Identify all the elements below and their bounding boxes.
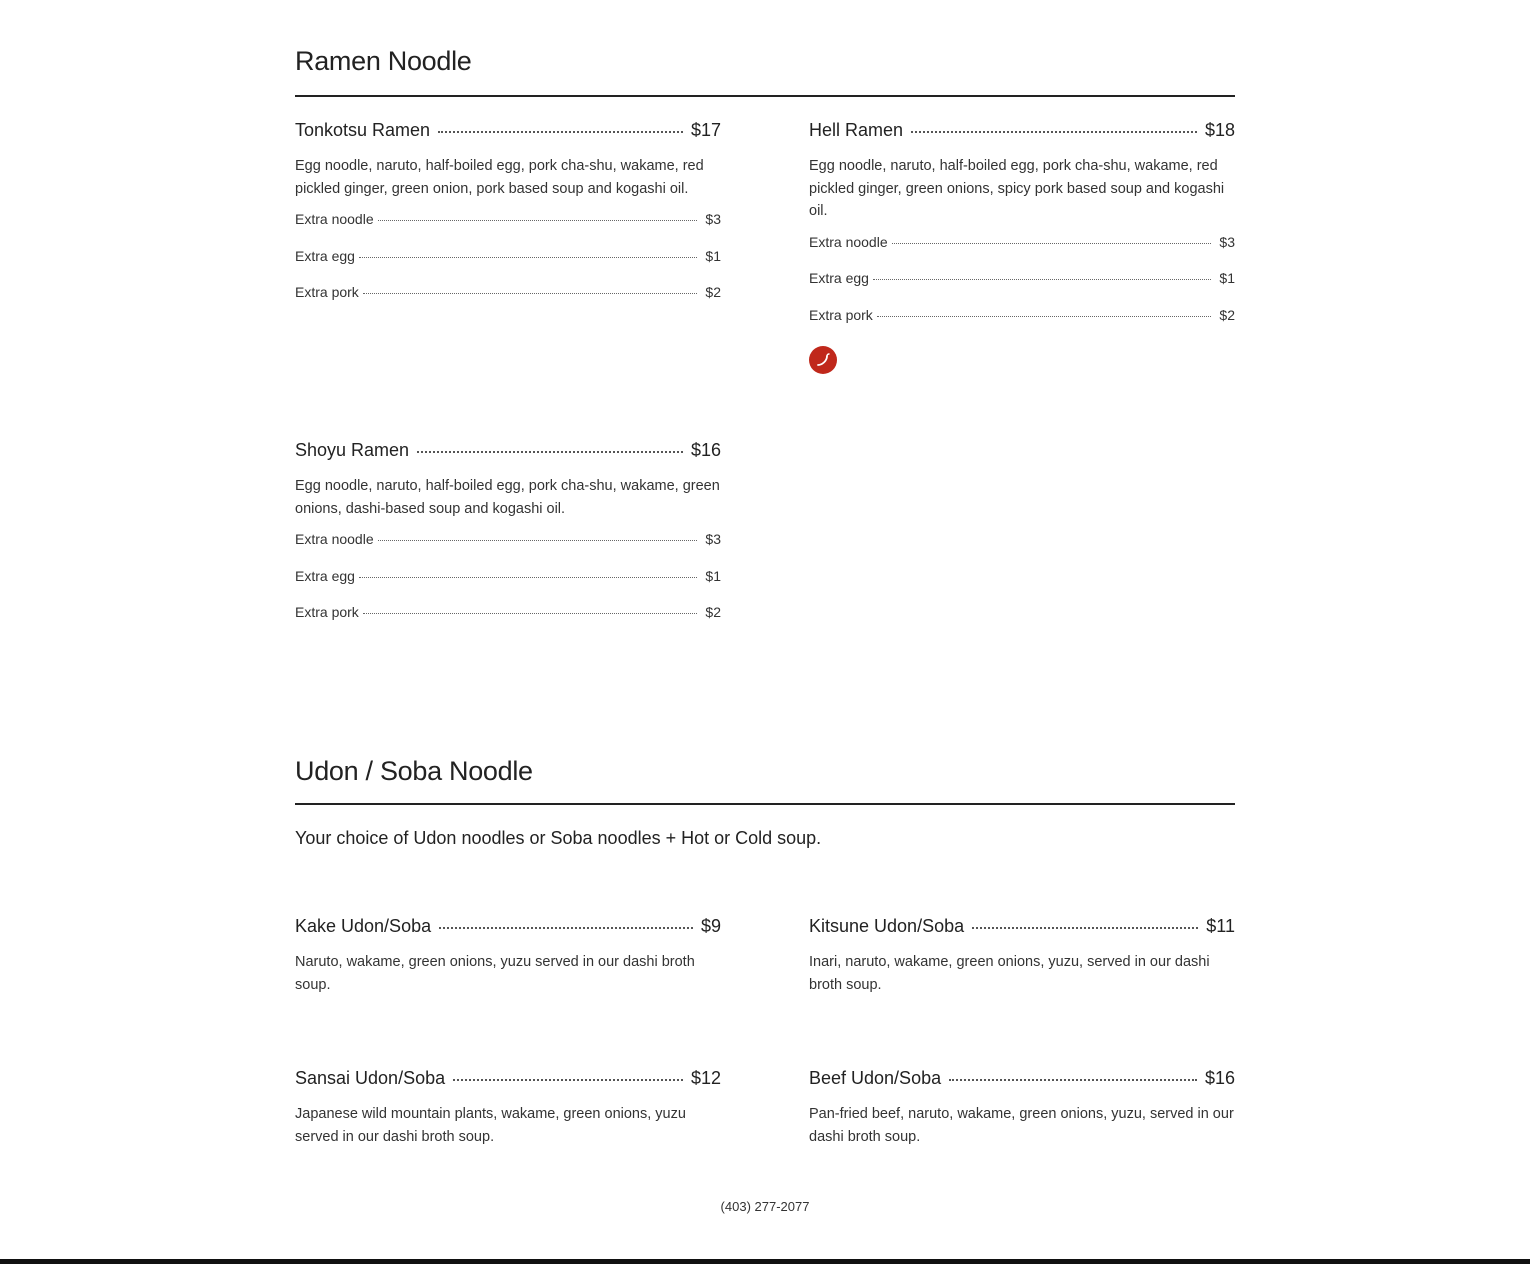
dot-leader [438, 131, 683, 133]
menu-item-price: $17 [690, 120, 721, 140]
menu-item-sansai-udon-soba [295, 1067, 721, 1148]
dot-leader [892, 243, 1212, 244]
menu-item-price: $16 [690, 440, 721, 460]
dot-leader [359, 577, 697, 578]
extra-price: $3 [705, 531, 721, 547]
dot-leader [877, 316, 1212, 317]
menu-item-header [295, 439, 721, 461]
menu-item-header [809, 119, 1235, 141]
footer-bar [0, 1259, 1530, 1264]
menu-item-name: Shoyu Ramen [295, 440, 410, 460]
extra-label: Extra noodle [295, 211, 374, 227]
extra-label: Extra egg [295, 567, 355, 584]
menu-item-description: Japanese wild mountain plants, wakame, green onions, yuzu served in our dashi broth soup. [295, 1106, 686, 1145]
extra-option [809, 306, 1235, 343]
dot-leader [363, 613, 698, 614]
menu-item-name: Sansai Udon/Soba [295, 1068, 446, 1088]
menu-item-name: Kitsune Udon/Soba [809, 916, 965, 936]
extra-price: $1 [705, 247, 721, 264]
menu-item-kake-udon-soba [295, 915, 721, 996]
dot-leader [417, 451, 683, 453]
ramen-section-divider [295, 95, 1235, 97]
extra-option [295, 247, 721, 284]
udon-section-divider [295, 803, 1235, 805]
udon-section-title: Udon / Soba Noodle [295, 756, 533, 786]
extra-option [295, 603, 721, 640]
extra-price: $3 [705, 211, 721, 227]
chili-pepper-glyph [815, 352, 831, 368]
extras-list [809, 233, 1235, 343]
menu-item-name: Beef Udon/Soba [809, 1068, 942, 1088]
extra-label: Extra pork [809, 306, 873, 323]
extra-price: $2 [1219, 306, 1235, 323]
menu-item-name: Hell Ramen [809, 120, 904, 140]
extra-price: $2 [705, 284, 721, 300]
menu-item-beef-udon-soba [809, 1067, 1235, 1148]
dot-leader [359, 257, 697, 258]
dot-leader [873, 279, 1211, 280]
extra-label: Extra pork [295, 284, 359, 300]
extra-price: $1 [705, 567, 721, 584]
phone-number-link[interactable]: (403) 277-2077 [720, 1199, 810, 1214]
extra-option [295, 567, 721, 604]
extra-price: $3 [1219, 233, 1235, 250]
extra-label: Extra egg [295, 247, 355, 264]
dot-leader [949, 1079, 1197, 1081]
extra-label: Extra noodle [295, 531, 374, 547]
menu-item-price: $11 [1206, 916, 1235, 936]
extra-option [809, 233, 1235, 270]
extra-price: $1 [1219, 270, 1235, 286]
menu-item-name: Tonkotsu Ramen [295, 120, 431, 140]
menu-item-hell-ramen [809, 119, 1235, 374]
menu-item-description: Egg noodle, naruto, half-boiled egg, pork cha-shu, wakame, red pickled ginger, green onions, spicy pork based soup and kogashi oil. [809, 158, 1225, 219]
menu-item-header [809, 915, 1235, 937]
menu-item-shoyu-ramen [295, 439, 721, 640]
extra-label: Extra pork [295, 604, 359, 620]
menu-item-kitsune-udon-soba [809, 915, 1235, 996]
menu-item-header [295, 915, 721, 937]
menu-item-description: Egg noodle, naruto, half-boiled egg, pork cha-shu, wakame, red pickled ginger, green onion, pork based soup and kogashi oil. [295, 158, 704, 197]
dot-leader [439, 927, 693, 929]
chili-pepper-icon [809, 346, 837, 374]
dot-leader [363, 293, 698, 294]
menu-item-header [809, 1067, 1235, 1089]
extra-option [295, 283, 721, 320]
extra-label: Extra noodle [809, 233, 888, 250]
udon-section-subtitle: Your choice of Udon noodles or Soba noodles + Hot or Cold soup. [295, 828, 822, 848]
dot-leader [378, 220, 698, 221]
extras-list [295, 530, 721, 640]
menu-item-header [295, 119, 721, 141]
extra-label: Extra egg [809, 270, 869, 286]
menu-item-description: Inari, naruto, wakame, green onions, yuzu, served in our dashi broth soup. [809, 954, 1210, 993]
extra-price: $2 [705, 604, 721, 620]
ramen-section-title: Ramen Noodle [295, 46, 472, 76]
menu-item-name: Kake Udon/Soba [295, 916, 432, 936]
menu-item-price: $16 [1204, 1068, 1235, 1088]
menu-item-price: $18 [1204, 120, 1235, 140]
menu-item-price: $9 [700, 916, 721, 936]
extras-list [295, 210, 721, 320]
menu-item-header [295, 1067, 721, 1089]
extra-option [295, 530, 721, 567]
menu-item-tonkotsu-ramen [295, 119, 721, 320]
menu-item-description: Naruto, wakame, green onions, yuzu served in our dashi broth soup. [295, 954, 695, 993]
menu-item-price: $12 [690, 1068, 721, 1088]
extra-option [295, 210, 721, 247]
dot-leader [911, 131, 1197, 133]
dot-leader [378, 540, 698, 541]
dot-leader [972, 927, 1198, 929]
dot-leader [453, 1079, 683, 1081]
extra-option [809, 269, 1235, 306]
menu-item-description: Egg noodle, naruto, half-boiled egg, pork cha-shu, wakame, green onions, dashi-based soup and kogashi oil. [295, 478, 720, 517]
menu-item-description: Pan-fried beef, naruto, wakame, green onions, yuzu, served in our dashi broth soup. [809, 1106, 1234, 1145]
